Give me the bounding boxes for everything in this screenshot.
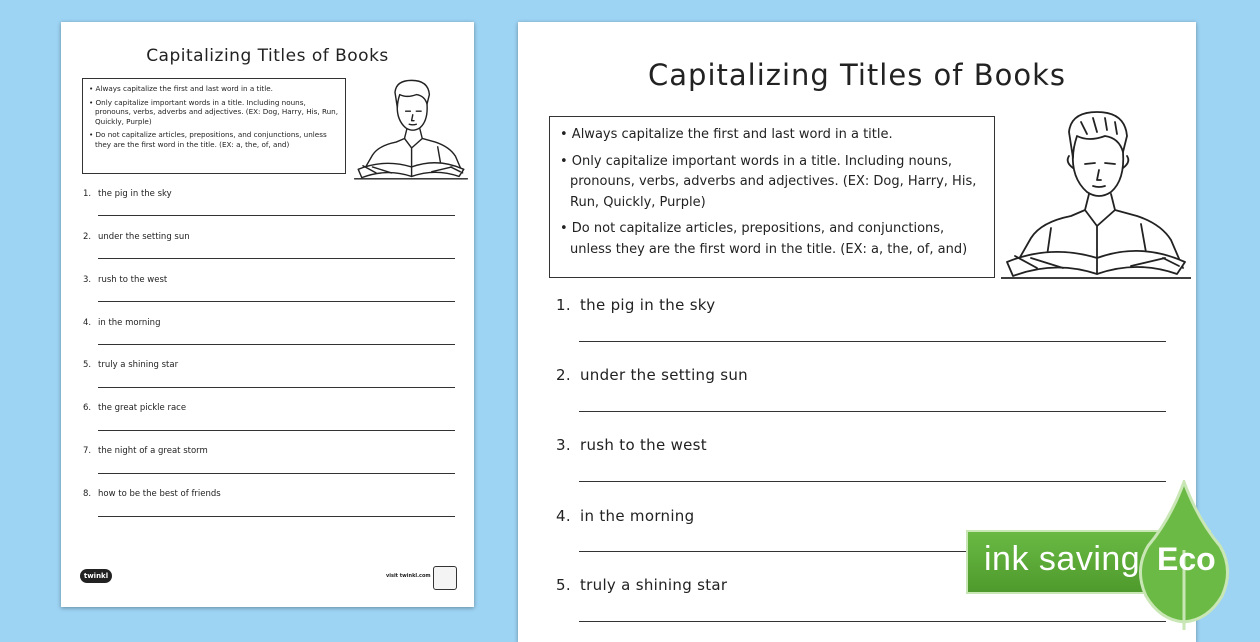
answer-line-5[interactable] bbox=[579, 621, 1166, 622]
rule-2: • Only capitalize important words in a title. Including nouns, pronouns, verbs, adverbs and adjectives. (EX: Dog, Harry, His, Run, Quickly, Purple) bbox=[560, 153, 977, 210]
rule-1: • Always capitalize the first and last word in a title. bbox=[89, 84, 273, 93]
rule-3: • Do not capitalize articles, prepositions, and conjunctions, unless they are the first word in the title. (EX: a, the, of, and) bbox=[89, 130, 327, 149]
question-3: 3. rush to the west bbox=[556, 436, 707, 454]
boy-reading-illustration bbox=[353, 78, 469, 180]
question-8: 8. how to be the best of friends bbox=[83, 489, 221, 499]
worksheet-thumbnail bbox=[61, 22, 474, 607]
answer-line-6[interactable] bbox=[98, 430, 455, 431]
question-2: 2. under the setting sun bbox=[556, 366, 748, 384]
answer-line-8[interactable] bbox=[98, 516, 455, 517]
question-7: 7. the night of a great storm bbox=[83, 446, 208, 456]
answer-line-1[interactable] bbox=[579, 341, 1166, 342]
answer-line-3[interactable] bbox=[579, 481, 1166, 482]
answer-line-3[interactable] bbox=[98, 301, 455, 302]
rule-3: • Do not capitalize articles, prepositions, and conjunctions, unless they are the first word in the title. (EX: a, the, of, and) bbox=[560, 221, 968, 257]
rules-box bbox=[549, 116, 995, 278]
question-1: 1. the pig in the sky bbox=[556, 296, 716, 314]
question-6: 6. the great pickle race bbox=[83, 403, 187, 413]
question-2: 2. under the setting sun bbox=[83, 232, 190, 242]
question-5: 5. truly a shining star bbox=[83, 360, 179, 370]
answer-line-5[interactable] bbox=[98, 387, 455, 388]
eco-badge: Eco bbox=[1157, 541, 1216, 577]
question-4: 4. in the morning bbox=[556, 507, 695, 525]
rule-2: • Only capitalize important words in a title. Including nouns, pronouns, verbs, adverbs and adjectives. (EX: Dog, Harry, His, Run, Quickly, Purple) bbox=[89, 97, 339, 126]
answer-line-4[interactable] bbox=[98, 344, 455, 345]
question-1: 1. the pig in the sky bbox=[83, 189, 172, 199]
ink-saving-label: ink saving bbox=[984, 540, 1141, 578]
answer-line-1[interactable] bbox=[98, 215, 455, 216]
rules-box bbox=[82, 78, 346, 174]
boy-reading-illustration bbox=[1001, 108, 1191, 280]
visit-link[interactable]: visit twinkl.com bbox=[386, 573, 431, 579]
worksheet-title: Capitalizing Titles of Books bbox=[648, 58, 1066, 92]
answer-line-2[interactable] bbox=[579, 411, 1166, 412]
answer-line-7[interactable] bbox=[98, 473, 455, 474]
question-3: 3. rush to the west bbox=[83, 275, 168, 285]
worksheet-title: Capitalizing Titles of Books bbox=[146, 46, 389, 66]
question-5: 5. truly a shining star bbox=[556, 576, 728, 594]
quality-badge-icon bbox=[433, 566, 457, 590]
question-4: 4. in the morning bbox=[83, 318, 161, 328]
rule-1: • Always capitalize the first and last word in a title. bbox=[560, 127, 893, 142]
twinkl-logo: twinkl bbox=[80, 569, 112, 583]
answer-line-2[interactable] bbox=[98, 258, 455, 259]
